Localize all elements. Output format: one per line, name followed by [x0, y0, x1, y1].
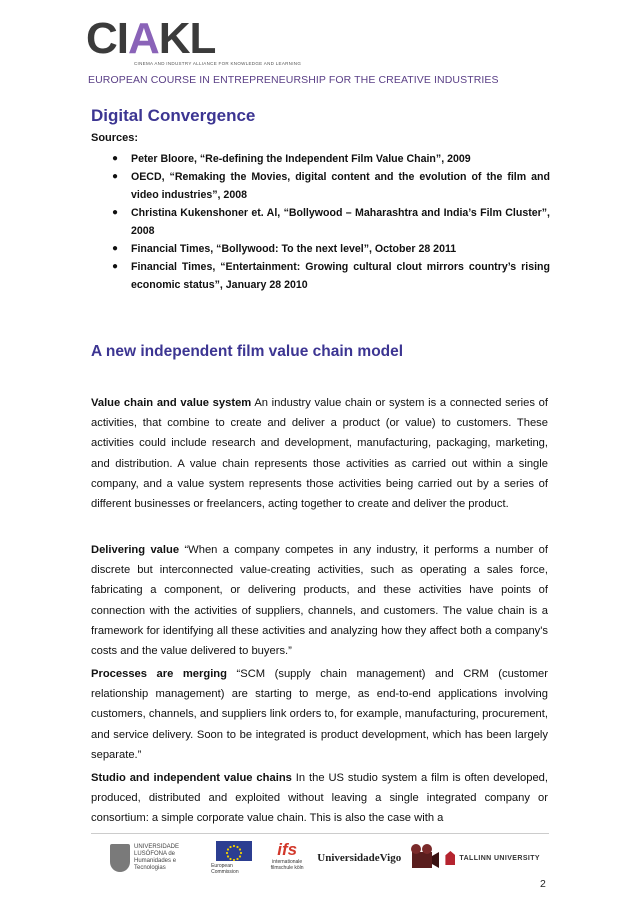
lusofona-logo — [110, 841, 206, 875]
ifs-logo — [262, 841, 312, 875]
logo-tagline: CINEMA AND INDUSTRY ALLIANCE FOR KNOWLEDGE AND LEARNING — [134, 61, 302, 66]
sources-list — [112, 150, 550, 294]
bullet-icon: ● — [112, 153, 119, 164]
bullet-icon: ● — [112, 261, 119, 272]
tallinn-label: TALLINN UNIVERSITY — [459, 854, 540, 862]
lusofona-label: UNIVERSIDADE LUSÓFONA de Humanidades e Tecnologias — [134, 844, 180, 871]
bullet-icon: ● — [112, 171, 119, 182]
paragraph-studio-chains: Studio and independent value chains In the US studio system a film is often developed, produced, distributed and exploited without leaving a single integrated company or consortium: a simple corporate value chain. This is also the case with a — [91, 772, 548, 825]
eu-label: European Commission — [211, 863, 239, 875]
partner-logos — [110, 840, 540, 876]
source-item: ● OECD, “Remaking the Movies, digital content and the evolution of the film and video industries”, 2008 — [112, 168, 550, 204]
vigo-logo: UniversidadeVigo — [317, 852, 402, 864]
footer-divider — [91, 833, 549, 834]
section-heading-digital-convergence: Digital Convergence — [91, 106, 256, 125]
source-item: ● Christina Kukenshoner et. Al, “Bollywood – Maharashtra and India’s Film Cluster”, 2008 — [112, 204, 550, 240]
eu-logo — [211, 841, 257, 875]
bullet-icon: ● — [112, 243, 119, 254]
paragraph-processes-merging: Processes are merging “SCM (supply chain management) and CRM (customer relationship management) are starting to merge, as end-to-end applications involving customers, channels, and suppliers link orders to, for example, manufacturing, procurement, and service delivery. Soon to be integrated is product development, which has been largely separate.” — [91, 668, 548, 761]
ifs-mark: ifs — [277, 840, 298, 859]
source-item: ● Financial Times, “Entertainment: Growing cultural clout mirrors country’s rising economic status”, January 28 2010 — [112, 258, 550, 294]
page-number: 2 — [540, 878, 546, 890]
course-title: EUROPEAN COURSE IN ENTREPRENEURSHIP FOR THE CREATIVE INDUSTRIES — [88, 74, 499, 86]
source-item: ● Financial Times, “Bollywood: To the next level”, October 28 2011 — [112, 240, 550, 258]
lusofona-crest-icon — [110, 844, 130, 872]
section-heading-value-chain: A new independent film value chain model — [91, 343, 404, 360]
eu-flag-icon — [216, 841, 252, 861]
logo-wordmark: CIAKL — [86, 14, 216, 63]
film-camera-icon — [406, 842, 440, 874]
tallinn-logo — [445, 851, 540, 865]
ciakl-logo — [86, 14, 346, 70]
bullet-icon: ● — [112, 207, 119, 218]
sources-label: Sources: — [91, 132, 139, 144]
source-item: ● Peter Bloore, “Re-defining the Independent Film Value Chain”, 2009 — [112, 150, 550, 168]
ifs-label: internationale filmschule köln — [270, 859, 304, 871]
paragraph-value-chain: Value chain and value system An industry value chain or system is a connected series of activities, that combine to create and deliver a product (or value) to customers. These activities could include research and development, manufacturing, packaging, marketing, and distribution. A value chain represents those activities as carried out within a single company, and a value system represents those activities being carried out by a series of different businesses or freelancers, acting together to create and deliver the product. — [91, 397, 548, 511]
tallinn-mark-icon — [445, 851, 455, 865]
paragraph-delivering-value: Delivering value “When a company competes in any industry, it performs a number of discrete but interconnected value-creating activities, such as operating a sales force, fabricating a component, or delivering products, and these activities have points of connection with the activities of suppliers, channels, and customers. The value chain is a framework for identifying all these activities and analyzing how they affect both a company's costs and the value delivered to buyers.” — [91, 544, 549, 658]
